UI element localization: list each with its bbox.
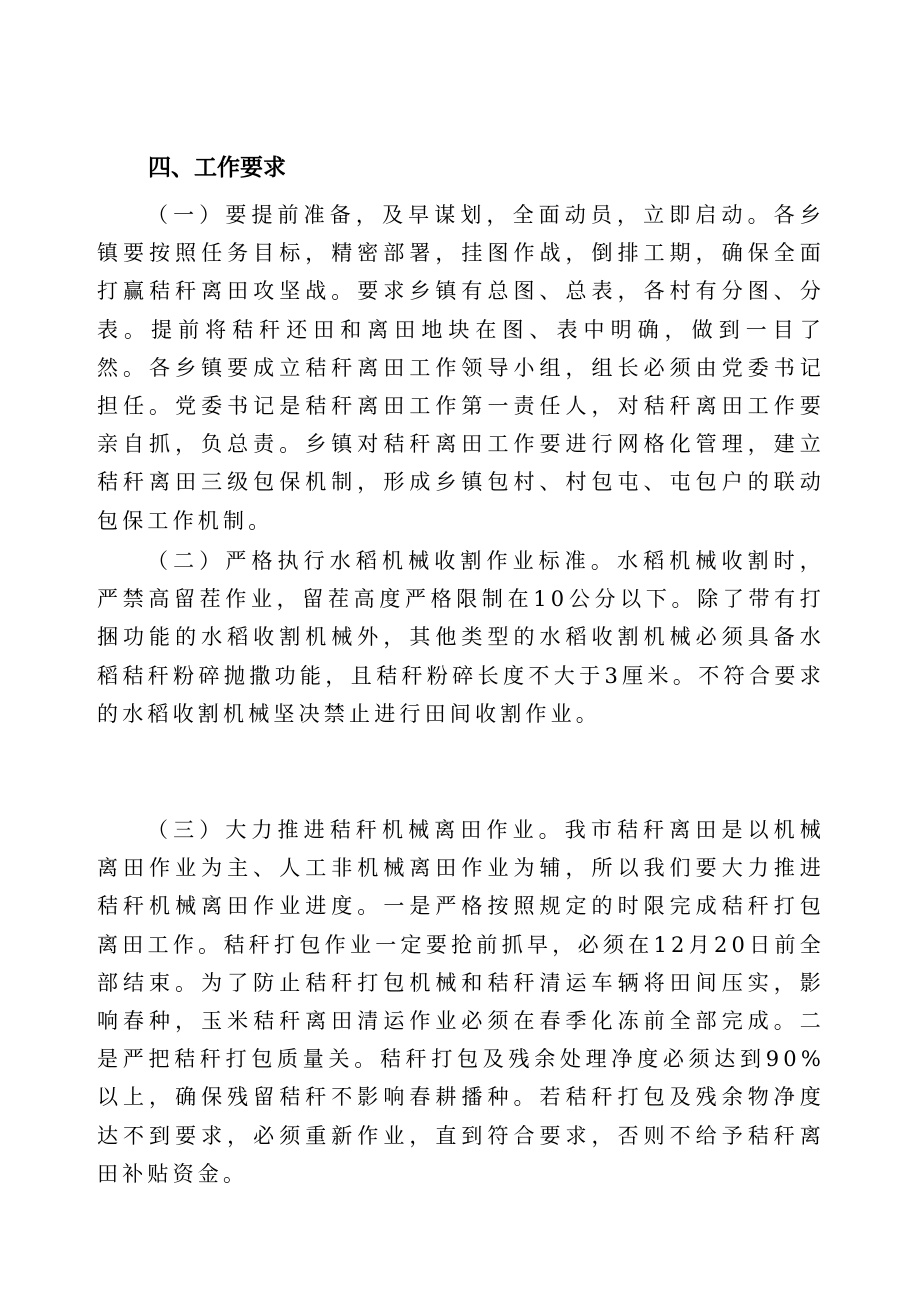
- section-heading: 四、工作要求: [148, 155, 286, 181]
- paragraph-2: （二）严格执行水稻机械收割作业标准。水稻机械收割时，严禁高留茬作业，留茬高度严格限制在10公分以下。除了带有打捆功能的水稻收割机械外，其他类型的水稻收割机械必须具备水稻秸秆粉碎抛撒功能，且秸秆粉碎长度不大于3厘米。不符合要求的水稻收割机械坚决禁止进行田间收割作业。: [97, 549, 825, 726]
- paragraph-3: （三）大力推进秸秆机械离田作业。我市秸秆离田是以机械离田作业为主、人工非机械离田作业为辅，所以我们要大力推进秸秆机械离田作业进度。一是严格按照规定的时限完成秸秆打包离田工作。秸秆打包作业一定要抢前抓早，必须在12月20日前全部结束。为了防止秸秆打包机械和秸秆清运车辆将田间压实，影响春种，玉米秸秆离田清运作业必须在春季化冻前全部完成。二是严把秸秆打包质量关。秸秆打包及残余处理净度必须达到90%以上，确保残留秸秆不影响春耕播种。若秸秆打包及残余物净度达不到要求，必须重新作业，直到符合要求，否则不给予秸秆离田补贴资金。: [97, 818, 825, 1186]
- paragraph-1: （一）要提前准备，及早谋划，全面动员，立即启动。各乡镇要按照任务目标，精密部署，挂图作战，倒排工期，确保全面打赢秸秆离田攻坚战。要求乡镇有总图、总表，各村有分图、分表。提前将秸秆还田和离田地块在图、表中明确，做到一目了然。各乡镇要成立秸秆离田工作领导小组，组长必须由党委书记担任。党委书记是秸秆离田工作第一责任人，对秸秆离田工作要亲自抓，负总责。乡镇对秸秆离田工作要进行网格化管理，建立秸秆离田三级包保机制，形成乡镇包村、村包屯、屯包户的联动包保工作机制。: [97, 203, 825, 533]
